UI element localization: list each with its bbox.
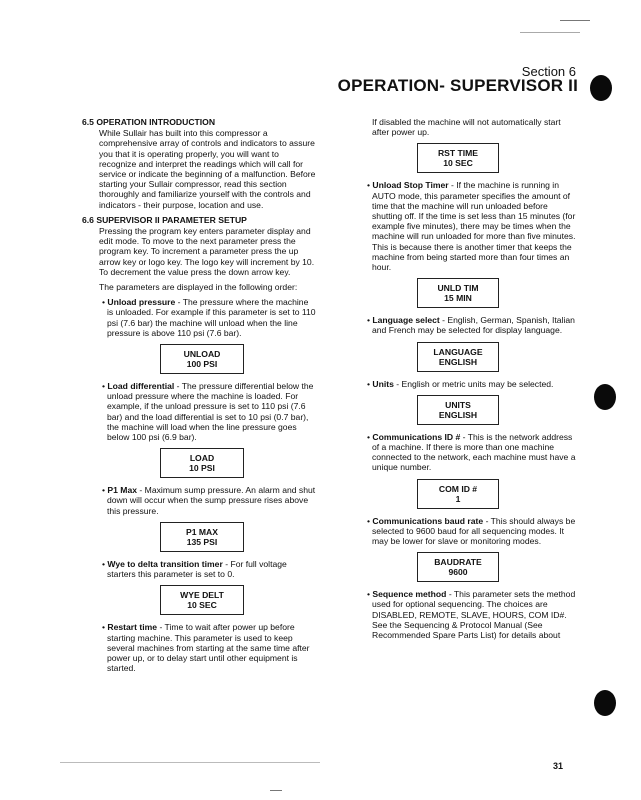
- language-select-item: • Language select - English, German, Spanish, Italian and French may be selected for display language.: [367, 315, 575, 336]
- com-id-display-box: COM ID # 1: [417, 479, 499, 509]
- sequence-method-desc: - This parameter sets the method used for optional sequencing. The choices are DISABLED, REMOTE, SLAVE, HOURS, COM ID#. See the Sequencing & Protocol Manual (See Recommended Spare Parts List) for details about: [372, 589, 576, 641]
- p1-max-desc: - Maximum sump pressure. An alarm and shut down will occur when the sump pressure rises above this pressure.: [107, 485, 316, 516]
- unld-tim-display-box: UNLD TIM 15 MIN: [417, 278, 499, 308]
- wye-delta-desc: - For full voltage starters this parameter is set to 0.: [107, 558, 287, 580]
- communications-id-desc: - This is the network address of a machine. If there is more than one machine connected to the network, each machine must have a unique number.: [372, 431, 576, 473]
- load-differential-desc: - The pressure differential below the unload pressure where the machine is loaded. For example, if the unload pressure is set to 110 psi (7.6 bar) and the load differential is set to 10 psi (0.7 bar), the machine will load when the line pressure goes below 100 psi (6.9 bar).: [107, 381, 314, 443]
- units-item: • Units - English or metric units may be selected.: [367, 378, 554, 389]
- binder-hole-top: [590, 75, 612, 101]
- binder-hole-middle: [594, 384, 616, 410]
- baudrate-display-box: BAUDRATE 9600: [417, 552, 499, 582]
- load-differential-item: • Load differential - The pressure differential below the unload pressure where the machine is loaded. For example, if the unload pressure is set to 110 psi (7.6 bar) and the load differential is set to 10 psi (0.7 bar), the machine will load when the line pressure goes below 100 psi (6.9 bar).: [102, 381, 314, 443]
- unload-stop-desc: - If the machine is running in AUTO mode, this parameter specifies the amount of time that the machine will run unloaded before shutting off. If the time is set less than 15 minutes (for example five minutes), there may be times when the machine will run unloaded for more than five minutes. This is because there is another timer that keeps the machine from being started more than four times an hour.: [372, 180, 576, 273]
- left-column: [82, 117, 316, 678]
- language-display-box: LANGUAGE ENGLISH: [417, 342, 499, 372]
- baud-rate-term: Communications baud rate: [372, 515, 484, 526]
- baud-rate-item: • Communications baud rate - This should always be selected to 9600 baud for all sequencing modes. It may be lower for slave or monitoring modes.: [367, 515, 576, 547]
- page-title: OPERATION- SUPERVISOR II: [337, 76, 578, 95]
- unload-stop-term: Unload Stop Timer: [372, 180, 449, 191]
- baud-rate-desc: - This should always be selected to 9600 baud for all sequencing modes. It may be lower for slave or monitoring modes.: [372, 515, 576, 547]
- order-paragraph: The parameters are displayed in the following order:: [99, 282, 298, 293]
- language-select-desc: - English, German, Spanish, Italian and French may be selected for display language.: [372, 315, 575, 336]
- setup-heading: 6.6 SUPERVISOR II PARAMETER SETUP: [82, 214, 247, 225]
- communications-id-term: Communications ID #: [372, 431, 461, 442]
- p1-max-item: • P1 Max - Maximum sump pressure. An alarm and shut down will occur when the sump pressure rises above this pressure.: [102, 485, 316, 516]
- binder-hole-bottom: [594, 690, 616, 716]
- unload-pressure-item: • Unload pressure - The pressure where the machine is unloaded. For example if this parameter is set to 110 psi (7.6 bar) the machine will unload when the line pressure is above 110 psi (7.6 bar).: [102, 297, 316, 338]
- unload-stop-item: • Unload Stop Timer - If the machine is running in AUTO mode, this parameter specifies the amount of time that the machine will run unloaded before shutting off. If the time is set less than 15 minutes (for example five minutes), there may be times when the machine will run unloaded for more than five minutes. This is because there is another timer that keeps the machine from being started more than four times an hour.: [367, 180, 576, 273]
- wye-delta-term: Wye to delta transition timer: [107, 558, 223, 569]
- sequence-method-term: Sequence method: [372, 589, 447, 600]
- right-column: [362, 117, 580, 645]
- units-desc: - English or metric units may be selected.: [393, 378, 554, 389]
- unload-pressure-term: Unload pressure: [107, 297, 176, 308]
- page-number: 31: [553, 761, 564, 771]
- section-label: Section 6: [521, 64, 576, 79]
- wye-delta-display-box: WYE DELT 10 SEC: [160, 585, 244, 615]
- language-select-term: Language select: [372, 315, 440, 326]
- intro-heading: 6.5 OPERATION INTRODUCTION: [82, 117, 216, 127]
- disabled-paragraph: If disabled the machine will not automatically start after power up.: [372, 117, 561, 138]
- sequence-method-item: • Sequence method - This parameter sets the method used for optional sequencing. The choices are DISABLED, REMOTE, SLAVE, HOURS, COM ID#. See the Sequencing & Protocol Manual (See Recommended Spare Parts List) for details about: [367, 589, 576, 641]
- restart-time-desc: - Time to wait after power up before starting machine. This parameter is used to keep several machines from starting at the same time after power up, or to delay start until other equipment is started.: [107, 622, 310, 674]
- unload-display-box: UNLOAD 100 PSI: [160, 344, 244, 374]
- communications-id-item: • Communications ID # - This is the network address of a machine. If there is more than one machine connected to the network, each machine must have a unique number.: [367, 431, 576, 473]
- load-differential-term: Load differential: [107, 381, 175, 392]
- restart-time-item: • Restart time - Time to wait after power up before starting machine. This parameter is used to keep several machines from starting at the same time after power up, or to delay start until other equipment is started.: [102, 622, 310, 674]
- setup-paragraph: Pressing the program key enters parameter display and edit mode. To move to the next parameter press the program key. To increment a parameter press the up arrow key or logo key. The logo key will increment by 10. To decrement the value press the down arrow key.: [99, 226, 315, 277]
- unload-pressure-desc: - The pressure where the machine is unloaded. For example if this parameter is set to 110 psi (7.6 bar) the machine will unload when the line pressure is above 110 psi (7.6 bar).: [107, 297, 316, 338]
- load-display-box: LOAD 10 PSI: [160, 448, 244, 478]
- units-term: Units: [372, 378, 394, 389]
- restart-time-term: Restart time: [107, 622, 158, 633]
- p1-max-display-box: P1 MAX 135 PSI: [160, 522, 244, 552]
- units-display-box: UNITS ENGLISH: [417, 395, 499, 425]
- rst-time-display-box: RST TIME 10 SEC: [417, 143, 499, 173]
- wye-delta-item: • Wye to delta transition timer - For full voltage starters this parameter is set to 0.: [102, 558, 287, 580]
- p1-max-term: P1 Max: [107, 485, 138, 496]
- intro-paragraph: While Sullair has built into this compressor a comprehensive array of controls and indicators to assure you that it is operating properly, you will want to recognize and interpret the readings which will call for service or indicate the beginning of a malfunction. Before starting your Sullair compressor, read this section thoroughly and familiarize yourself with the controls and indicators - their purpose, location and use.: [99, 128, 316, 210]
